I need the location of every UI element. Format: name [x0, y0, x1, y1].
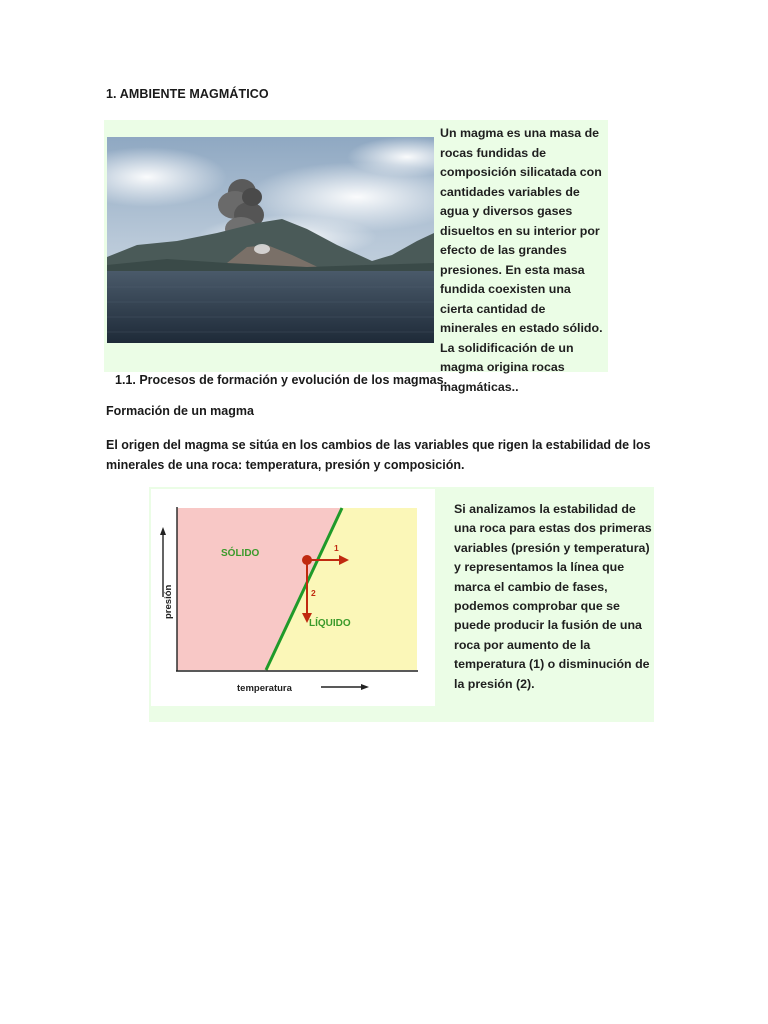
- phase-diagram: [151, 489, 435, 706]
- formation-paragraph: El origen del magma se sitúa en los cambios de las variables que rigen la estabilidad de los minerales de una roca: temperatura, presión y composición.: [106, 438, 651, 472]
- arrow-2-label: 2: [311, 588, 316, 598]
- intro-text: Un magma es una masa de rocas fundidas de composición silicatada con cantidades variables de agua y diversos gases disueltos en su interior por efecto de las grandes presiones. En esta masa fundida coexisten una cierta cantidad de minerales en estado sólido. La solidificación de un magma origina rocas magmáticas..: [440, 126, 603, 394]
- volcano-photo: [107, 137, 434, 343]
- y-axis-label: presión: [163, 584, 174, 619]
- diagram-text: Si analizamos la estabilidad de una roca para estas dos primeras variables (presión y temperatura) y representamos la línea que marca el cambio de fases, podemos comprobar que se puede producir la fusión de una roca por aumento de la temperatura (1) o disminución de la presión (2).: [454, 502, 652, 691]
- x-axis-label: temperatura: [237, 683, 292, 694]
- arrow-1-label: 1: [334, 543, 339, 553]
- subheading: 1.1. Procesos de formación y evolución de los magmas.: [115, 373, 448, 387]
- formation-title: Formación de un magma: [106, 404, 254, 418]
- state-point: [302, 555, 312, 565]
- section-heading: 1. AMBIENTE MAGMÁTICO: [106, 87, 269, 101]
- solid-label: SÓLIDO: [221, 548, 260, 559]
- liquid-label: LÍQUIDO: [309, 618, 351, 629]
